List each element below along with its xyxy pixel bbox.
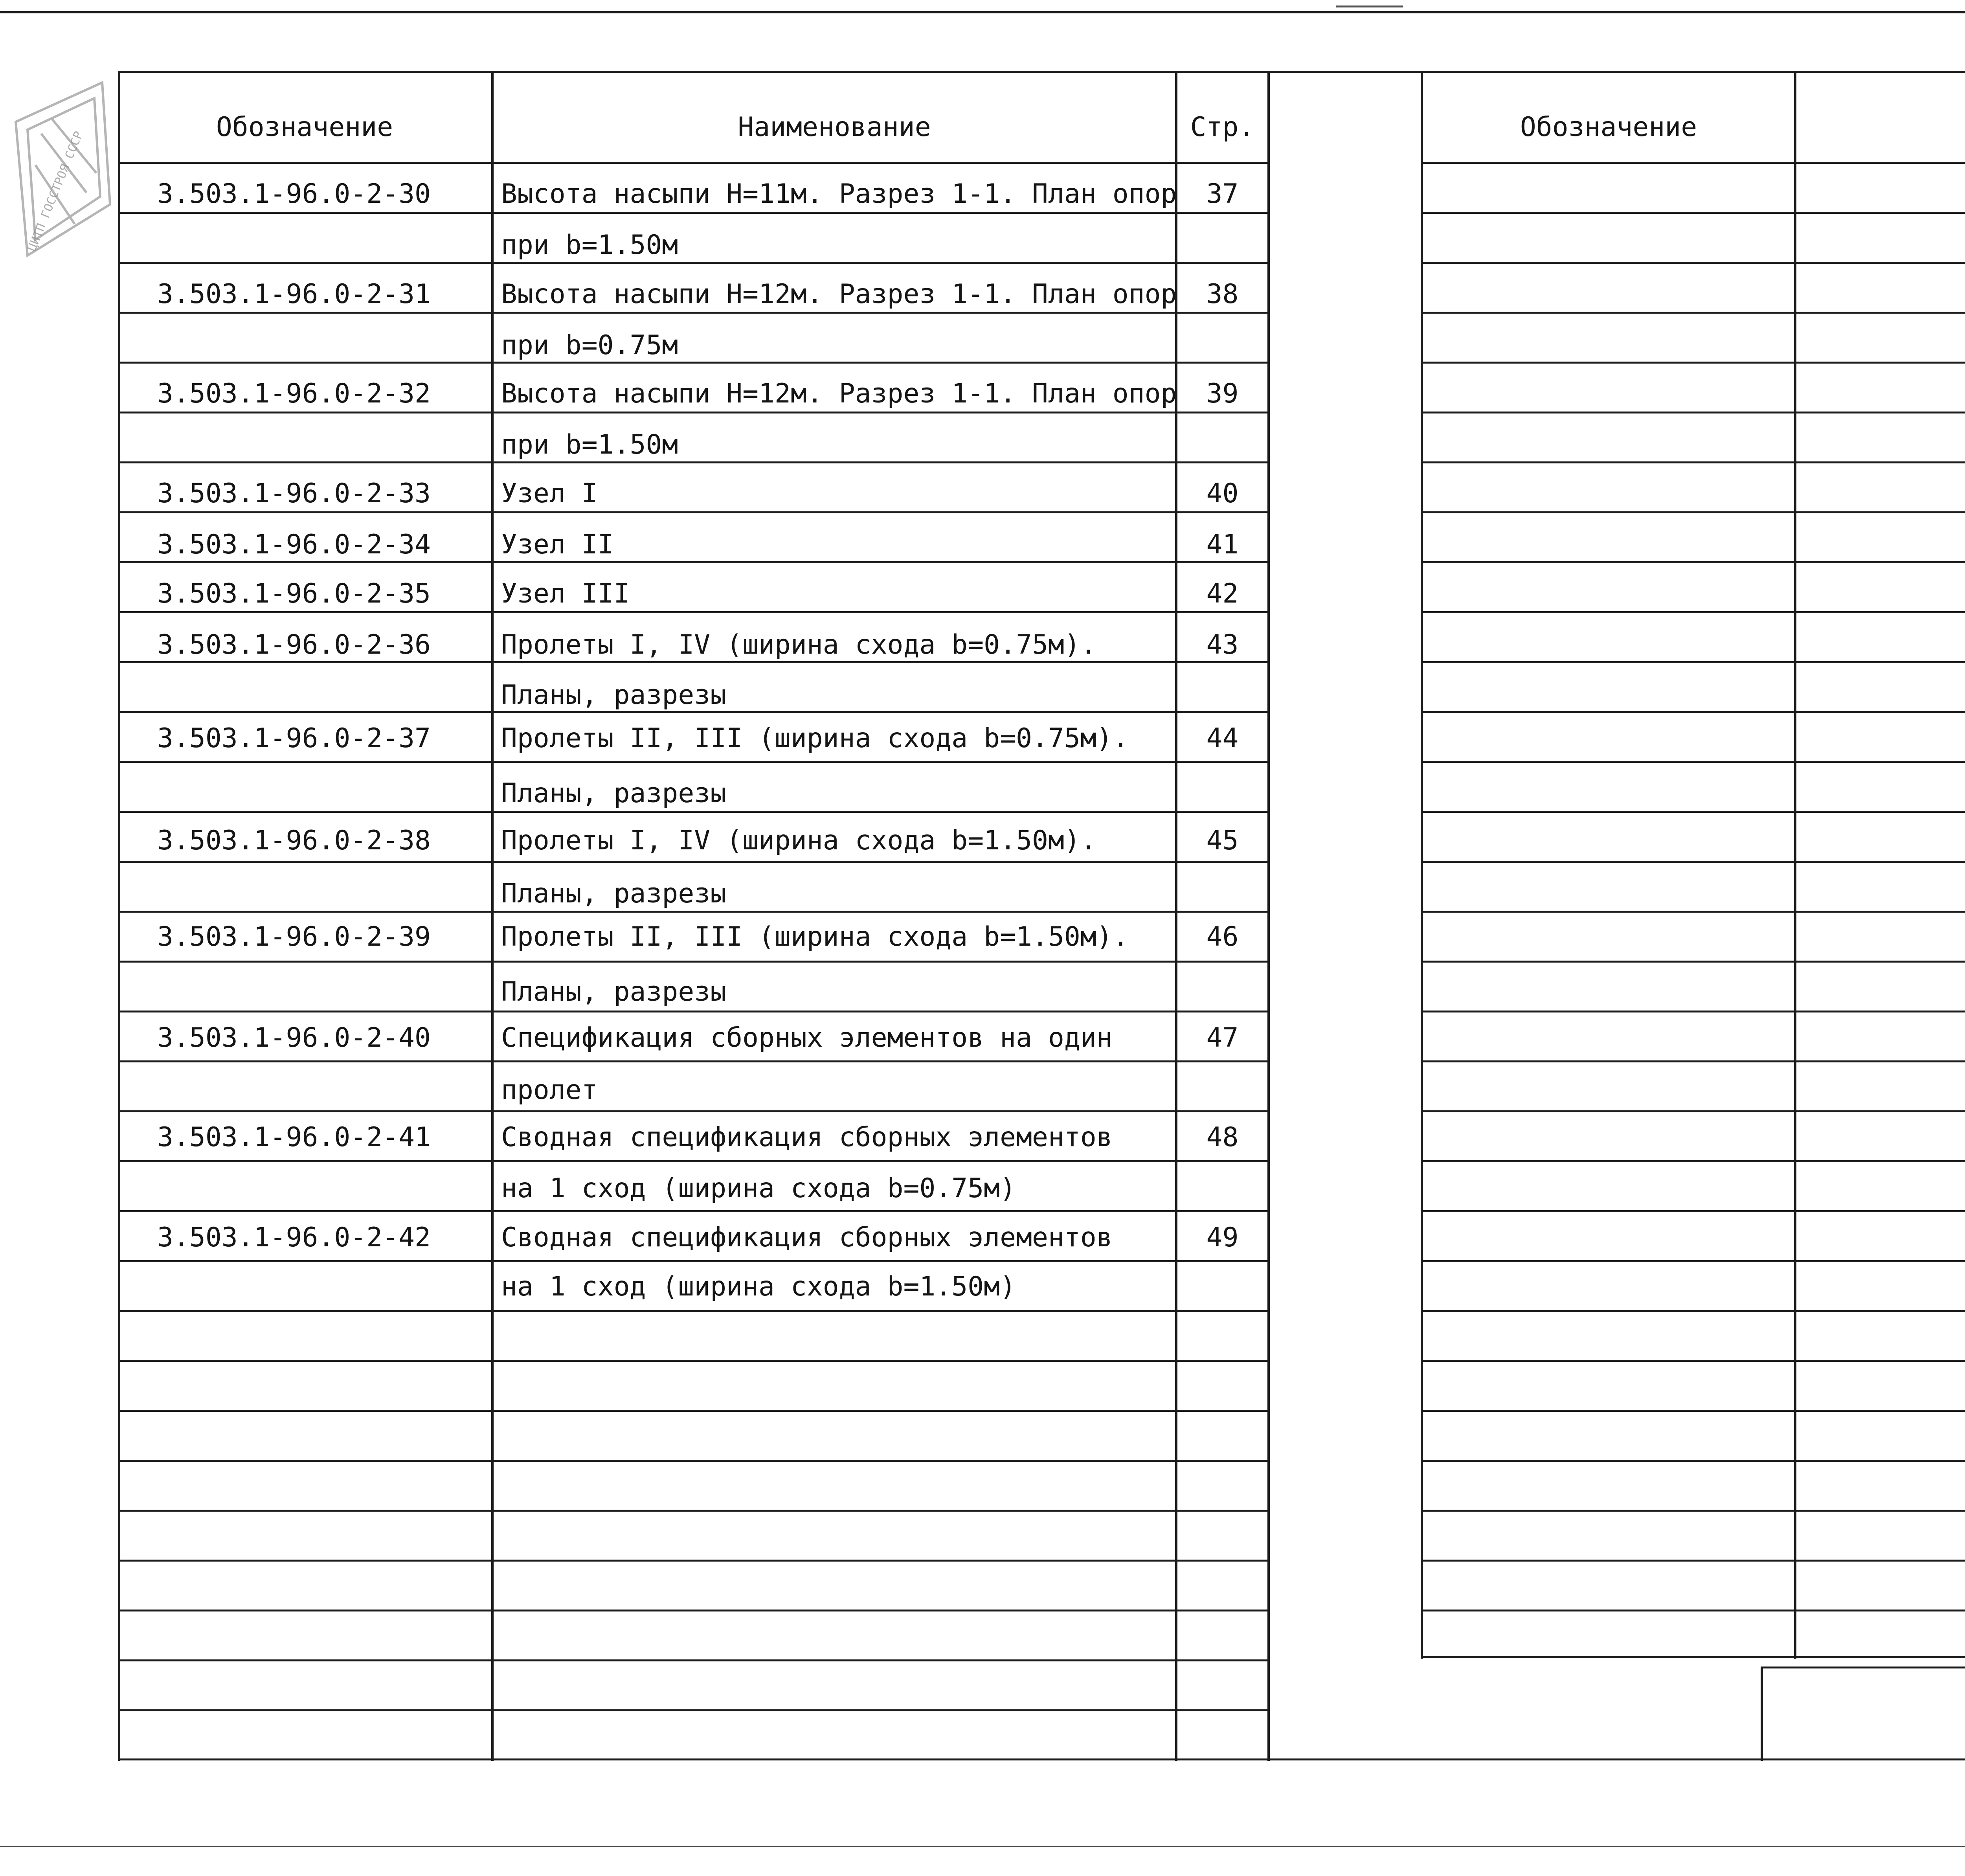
row-rule (118, 1410, 1269, 1412)
row-name: на 1 сход (ширина схода b=0.75м) (501, 1173, 1016, 1204)
row-designation: 3.503.1-96.0-2-40 (157, 1022, 431, 1053)
row-rule (118, 611, 1269, 613)
row-rule (1421, 1410, 1965, 1412)
row-rule (1421, 1560, 1965, 1562)
row-rule (118, 1011, 1269, 1012)
row-name: Спецификация сборных элементов на один (501, 1022, 1113, 1053)
left-header-line (118, 162, 1269, 164)
row-name: Планы, разрезы (501, 778, 727, 809)
row-rule (118, 861, 1269, 863)
row-name: Узел II (501, 529, 614, 560)
row-designation: 3.503.1-96.0-2-31 (157, 279, 431, 310)
row-name: при b=1.50м (501, 230, 678, 261)
frame-left (118, 71, 120, 1761)
row-rule (118, 1510, 1269, 1512)
row-designation: 3.503.1-96.0-2-33 (157, 478, 431, 509)
row-page: 41 (1206, 529, 1239, 560)
row-name: при b=1.50м (501, 429, 678, 460)
row-rule (1421, 1210, 1965, 1212)
row-name: Высота насыпи Н=12м. Разрез 1-1. План опор (501, 378, 1177, 409)
row-name: пролет (501, 1075, 598, 1106)
row-page: 48 (1206, 1122, 1239, 1153)
left-header-designation: Обозначение (216, 112, 393, 143)
row-rule (118, 1460, 1269, 1462)
row-name: Планы, разрезы (501, 878, 727, 909)
row-rule (118, 1709, 1269, 1711)
stamp-text: ЦИТП ГОССТРОЯ СССР (25, 129, 86, 253)
row-designation: 3.503.1-96.0-2-36 (157, 629, 431, 660)
row-rule (1421, 1011, 1965, 1012)
row-rule (1421, 911, 1965, 913)
row-rule (1421, 1060, 1965, 1062)
row-rule (1421, 1160, 1965, 1162)
title-block-top (1761, 1667, 1965, 1668)
row-name: Высота насыпи Н=12м. Разрез 1-1. План опор (501, 279, 1177, 310)
row-rule (118, 561, 1269, 563)
left-header-name: Наименование (738, 112, 931, 143)
row-page: 43 (1206, 629, 1239, 660)
row-designation: 3.503.1-96.0-2-32 (157, 378, 431, 409)
right-header-name (1796, 114, 1965, 141)
row-rule (1421, 1460, 1965, 1462)
row-rule (118, 362, 1269, 364)
row-name: Планы, разрезы (501, 976, 727, 1007)
row-rule (1421, 511, 1965, 513)
row-rule (118, 1110, 1269, 1112)
frame-bottom (118, 1758, 1965, 1760)
row-page: 37 (1206, 178, 1239, 209)
row-rule (118, 761, 1269, 763)
row-name: Сводная спецификация сборных элементов (501, 1222, 1113, 1253)
row-rule (1421, 1260, 1965, 1262)
row-name: Узел I (501, 478, 598, 509)
right-header-line (1421, 162, 1965, 164)
right-table-left (1421, 71, 1423, 1659)
row-rule (118, 1060, 1269, 1062)
row-page: 45 (1206, 825, 1239, 856)
row-rule (1421, 811, 1965, 813)
row-rule (1421, 561, 1965, 563)
approval-stamp (4, 75, 118, 295)
row-name: Пролеты I, IV (ширина схода b=0.75м). (501, 629, 1096, 660)
row-name: Пролеты II, III (ширина схода b=0.75м). (501, 723, 1129, 754)
row-page: 42 (1206, 578, 1239, 609)
row-rule (118, 661, 1269, 663)
row-rule (1421, 761, 1965, 763)
row-rule (118, 1310, 1269, 1312)
row-name: при b=0.75м (501, 330, 678, 361)
row-rule (118, 1160, 1269, 1162)
row-rule (118, 212, 1269, 214)
row-name: Планы, разрезы (501, 680, 727, 711)
row-rule (1421, 1510, 1965, 1512)
left-header-page: Стр. (1190, 112, 1255, 143)
left-col-line-2 (1175, 71, 1177, 1761)
frame-top (118, 71, 1965, 73)
row-rule (1421, 362, 1965, 364)
row-rule (118, 312, 1269, 314)
row-designation: 3.503.1-96.0-2-37 (157, 723, 431, 754)
row-rule (118, 1659, 1269, 1661)
row-rule (118, 1210, 1269, 1212)
row-page: 46 (1206, 921, 1239, 952)
row-rule (1421, 711, 1965, 713)
row-name: Пролеты I, IV (ширина схода b=1.50м). (501, 825, 1096, 856)
row-name: Узел III (501, 578, 630, 609)
sheet-top-border (0, 11, 1965, 13)
row-designation: 3.503.1-96.0-2-34 (157, 529, 431, 560)
row-rule (118, 1260, 1269, 1262)
bottom-edge-line (0, 1846, 1965, 1847)
left-col-line-1 (491, 71, 494, 1761)
row-name: Высота насыпи Н=11м. Разрез 1-1. План опор (501, 178, 1177, 209)
row-rule (1421, 212, 1965, 214)
row-name: Сводная спецификация сборных элементов (501, 1122, 1113, 1153)
row-rule (118, 1360, 1269, 1362)
row-page: 40 (1206, 478, 1239, 509)
row-designation: 3.503.1-96.0-2-39 (157, 921, 431, 952)
right-table-bottom (1421, 1656, 1965, 1658)
row-rule (118, 461, 1269, 463)
row-page: 38 (1206, 279, 1239, 310)
row-rule (1421, 861, 1965, 863)
right-col-line-1 (1794, 71, 1796, 1659)
row-rule (1421, 412, 1965, 413)
row-page: 39 (1206, 378, 1239, 409)
row-page: 44 (1206, 723, 1239, 754)
row-page: 47 (1206, 1022, 1239, 1053)
row-rule (118, 911, 1269, 913)
row-designation: 3.503.1-96.0-2-35 (157, 578, 431, 609)
row-rule (118, 262, 1269, 264)
row-rule (118, 711, 1269, 713)
row-rule (118, 811, 1269, 813)
row-rule (118, 511, 1269, 513)
row-rule (1421, 1310, 1965, 1312)
row-designation: 3.503.1-96.0-2-38 (157, 825, 431, 856)
row-rule (118, 412, 1269, 413)
row-name: на 1 сход (ширина схода b=1.50м) (501, 1271, 1016, 1302)
title-designation (1761, 1706, 1965, 1735)
row-name: Пролеты II, III (ширина схода b=1.50м). (501, 921, 1129, 952)
row-rule (1421, 262, 1965, 264)
row-rule (1421, 961, 1965, 963)
row-rule (1421, 661, 1965, 663)
row-rule (1421, 312, 1965, 314)
row-rule (118, 961, 1269, 963)
row-rule (118, 1610, 1269, 1611)
row-rule (1421, 1110, 1965, 1112)
row-rule (118, 1560, 1269, 1562)
left-col-line-3 (1267, 71, 1270, 1761)
row-designation: 3.503.1-96.0-2-41 (157, 1122, 431, 1153)
right-header-designation: Обозначение (1520, 112, 1697, 143)
row-rule (1421, 1610, 1965, 1611)
row-rule (1421, 461, 1965, 463)
row-rule (1421, 611, 1965, 613)
stamp-graphic (4, 75, 118, 295)
row-rule (1421, 1360, 1965, 1362)
row-designation: 3.503.1-96.0-2-30 (157, 178, 431, 209)
row-designation: 3.503.1-96.0-2-42 (157, 1222, 431, 1253)
top-center-mark (1336, 6, 1403, 7)
row-page: 49 (1206, 1222, 1239, 1253)
